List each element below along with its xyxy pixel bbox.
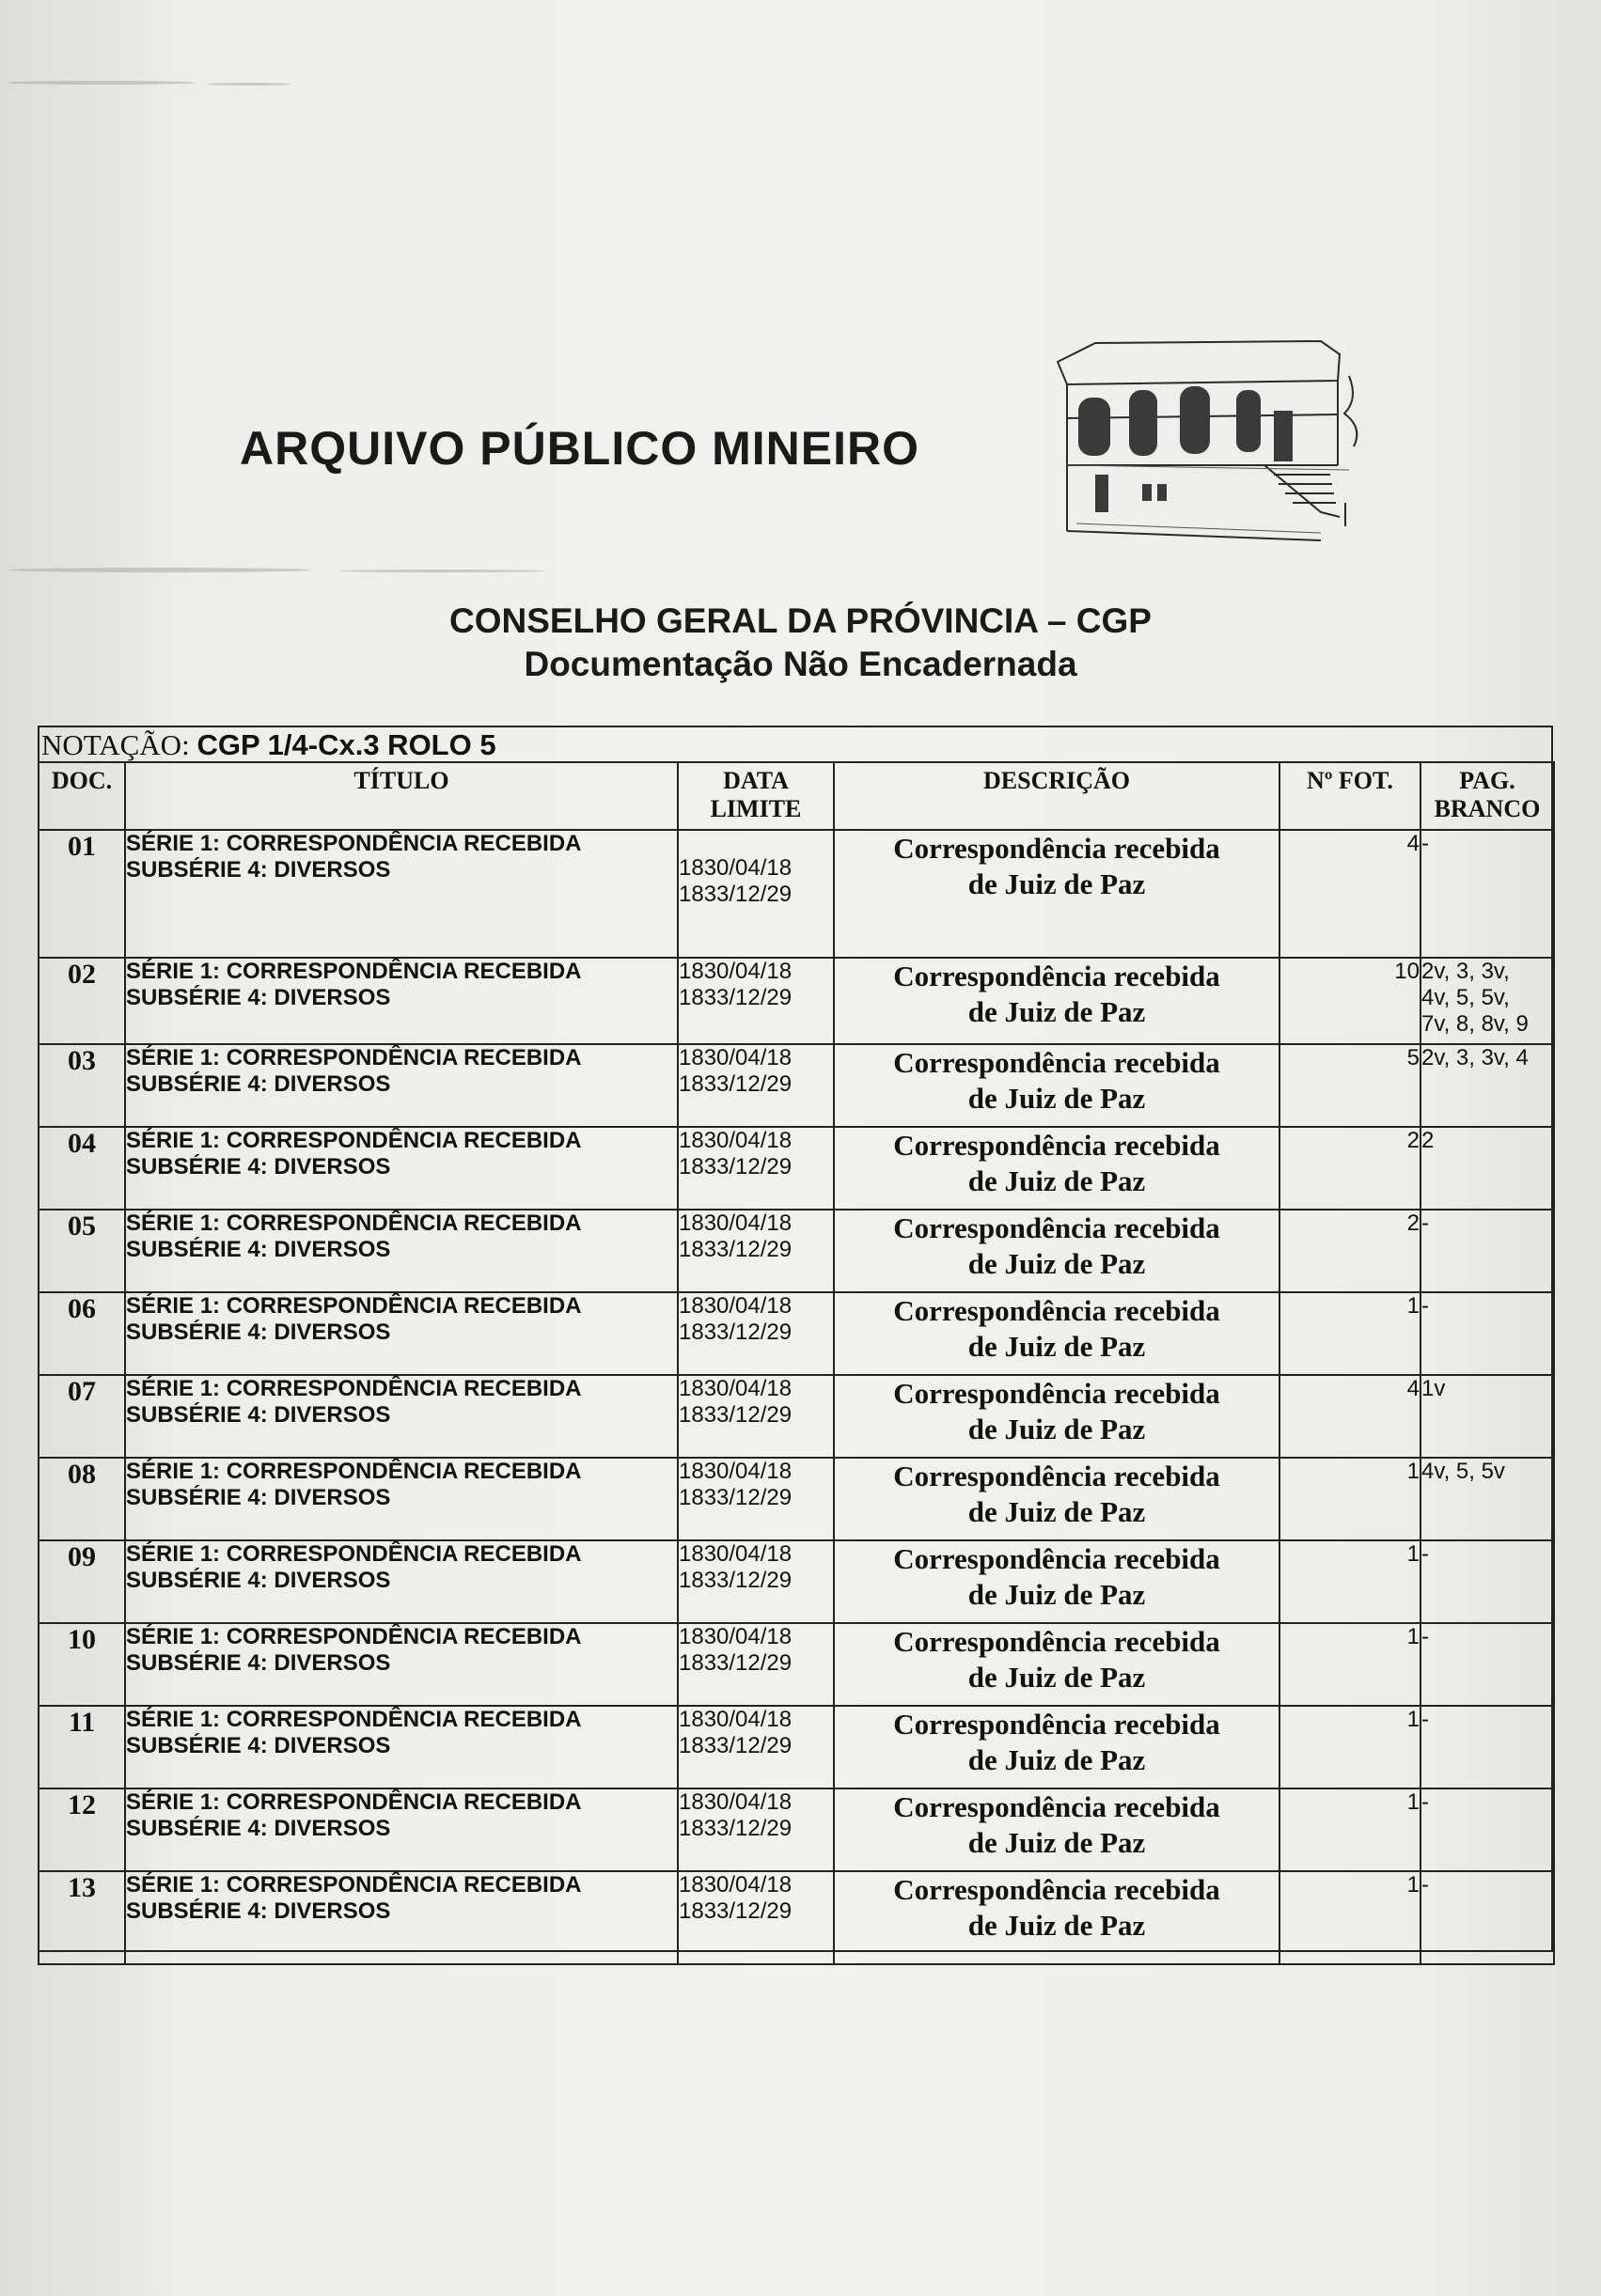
blank-pages-line-2: 4v, 5, 5v, bbox=[1421, 985, 1510, 1010]
table-row bbox=[39, 830, 1554, 958]
cell-doc bbox=[39, 1292, 125, 1375]
cell-titulo bbox=[125, 1871, 678, 1964]
col-header-pag-line1: PAG. bbox=[1459, 767, 1515, 794]
serie-text: SÉRIE 1: CORRESPONDÊNCIA RECEBIDA bbox=[126, 1045, 582, 1070]
table-row bbox=[39, 1706, 1554, 1788]
table-row bbox=[39, 958, 1554, 1044]
date-end: 1833/12/29 bbox=[679, 1898, 793, 1924]
date-end: 1833/12/29 bbox=[679, 1733, 793, 1758]
cell-data-limite bbox=[678, 958, 834, 1044]
photo-count: 1 bbox=[1406, 1707, 1420, 1732]
description-line-1: Correspondência recebida bbox=[893, 832, 1220, 865]
date-end: 1833/12/29 bbox=[679, 1568, 793, 1593]
table-row bbox=[39, 1292, 1554, 1375]
cell-doc bbox=[39, 1458, 125, 1540]
col-header-descricao-label: DESCRIÇÃO bbox=[982, 767, 1131, 794]
col-header-titulo bbox=[125, 762, 678, 830]
col-header-titulo-label: TÍTULO bbox=[353, 767, 449, 794]
description-line-2: de Juiz de Paz bbox=[967, 1247, 1146, 1280]
notation bbox=[41, 726, 496, 761]
records-table bbox=[38, 761, 1555, 1965]
col-header-fot bbox=[1279, 762, 1420, 830]
subserie-text: SUBSÉRIE 4: DIVERSOS bbox=[126, 1650, 391, 1676]
date-start: 1830/04/18 bbox=[679, 1624, 793, 1649]
serie-text: SÉRIE 1: CORRESPONDÊNCIA RECEBIDA bbox=[126, 1789, 582, 1815]
serie-text: SÉRIE 1: CORRESPONDÊNCIA RECEBIDA bbox=[126, 1624, 582, 1649]
cell-data-limite bbox=[678, 1044, 834, 1127]
date-end: 1833/12/29 bbox=[679, 1237, 793, 1262]
date-start: 1830/04/18 bbox=[679, 1128, 793, 1153]
doc-number: 10 bbox=[68, 1624, 96, 1655]
serie-text: SÉRIE 1: CORRESPONDÊNCIA RECEBIDA bbox=[126, 1376, 582, 1401]
scan-noise bbox=[207, 83, 291, 86]
serie-text: SÉRIE 1: CORRESPONDÊNCIA RECEBIDA bbox=[126, 1128, 582, 1153]
cell-fot bbox=[1279, 1044, 1420, 1127]
date-start: 1830/04/18 bbox=[679, 1210, 793, 1236]
date-end: 1833/12/29 bbox=[679, 1320, 793, 1345]
cell-doc bbox=[39, 1210, 125, 1292]
cell-data-limite bbox=[678, 1458, 834, 1540]
cell-fot bbox=[1279, 1623, 1420, 1706]
description-line-2: de Juiz de Paz bbox=[967, 1413, 1146, 1445]
cell-data-limite bbox=[678, 1375, 834, 1458]
cell-titulo bbox=[125, 1706, 678, 1788]
cell-doc bbox=[39, 830, 125, 958]
date-start: 1830/04/18 bbox=[679, 1707, 793, 1732]
photo-count: 1 bbox=[1406, 1293, 1420, 1319]
cell-pag-branco bbox=[1420, 1044, 1554, 1127]
subserie-text: SUBSÉRIE 4: DIVERSOS bbox=[126, 1154, 391, 1179]
cell-descricao bbox=[834, 1127, 1279, 1210]
cell-pag-branco bbox=[1420, 1788, 1554, 1871]
cell-fot bbox=[1279, 1540, 1420, 1623]
subserie-text: SUBSÉRIE 4: DIVERSOS bbox=[126, 1733, 391, 1758]
blank-pages-line-1: - bbox=[1421, 1789, 1429, 1815]
date-end: 1833/12/29 bbox=[679, 1816, 793, 1841]
cell-doc bbox=[39, 1044, 125, 1127]
cell-fot bbox=[1279, 1788, 1420, 1871]
blank-pages-line-1: 4v, 5, 5v bbox=[1421, 1459, 1505, 1484]
cell-fot bbox=[1279, 830, 1420, 958]
serie-text: SÉRIE 1: CORRESPONDÊNCIA RECEBIDA bbox=[126, 1541, 582, 1567]
cell-doc bbox=[39, 1871, 125, 1964]
date-end: 1833/12/29 bbox=[679, 1402, 793, 1428]
description-line-1: Correspondência recebida bbox=[893, 1211, 1220, 1244]
col-header-doc bbox=[39, 762, 125, 830]
blank-pages-line-1: - bbox=[1421, 1707, 1429, 1732]
cell-pag-branco bbox=[1420, 1292, 1554, 1375]
cell-data-limite bbox=[678, 1210, 834, 1292]
date-start: 1830/04/18 bbox=[679, 1541, 793, 1567]
description-line-2: de Juiz de Paz bbox=[967, 1826, 1146, 1859]
blank-pages-line-1: 2v, 3, 3v, bbox=[1421, 959, 1510, 984]
cell-data-limite bbox=[678, 1623, 834, 1706]
archive-name: ARQUIVO PÚBLICO MINEIRO bbox=[240, 422, 920, 475]
cell-fot bbox=[1279, 958, 1420, 1044]
serie-text: SÉRIE 1: CORRESPONDÊNCIA RECEBIDA bbox=[126, 831, 582, 856]
blank-pages-line-1: - bbox=[1421, 1872, 1429, 1898]
cell-pag-branco bbox=[1420, 1127, 1554, 1210]
cell-fot bbox=[1279, 1127, 1420, 1210]
cell-doc bbox=[39, 1127, 125, 1210]
collection-subtitle: Documentação Não Encadernada bbox=[524, 645, 1077, 683]
description-line-1: Correspondência recebida bbox=[893, 1873, 1220, 1906]
col-header-doc-label: DOC. bbox=[51, 767, 113, 794]
date-start: 1830/04/18 bbox=[679, 959, 793, 984]
subserie-text: SUBSÉRIE 4: DIVERSOS bbox=[126, 1816, 391, 1841]
description-line-1: Correspondência recebida bbox=[893, 1790, 1220, 1823]
cell-fot bbox=[1279, 1458, 1420, 1540]
cell-pag-branco bbox=[1420, 1706, 1554, 1788]
description-line-2: de Juiz de Paz bbox=[967, 1495, 1146, 1528]
date-end: 1833/12/29 bbox=[679, 1650, 793, 1676]
blank-pages-line-1: 2 bbox=[1421, 1128, 1435, 1153]
subserie-text: SUBSÉRIE 4: DIVERSOS bbox=[126, 985, 391, 1010]
subserie-text: SUBSÉRIE 4: DIVERSOS bbox=[126, 1898, 391, 1924]
description-line-1: Correspondência recebida bbox=[893, 1460, 1220, 1492]
date-start: 1830/04/18 bbox=[679, 1293, 793, 1319]
doc-number: 05 bbox=[68, 1210, 96, 1242]
date-end: 1833/12/29 bbox=[679, 882, 793, 907]
serie-text: SÉRIE 1: CORRESPONDÊNCIA RECEBIDA bbox=[126, 1707, 582, 1732]
cell-fot bbox=[1279, 1871, 1420, 1964]
blank-pages-line-3: 7v, 8, 8v, 9 bbox=[1421, 1011, 1529, 1037]
serie-text: SÉRIE 1: CORRESPONDÊNCIA RECEBIDA bbox=[126, 959, 582, 984]
cell-descricao bbox=[834, 1044, 1279, 1127]
cell-fot bbox=[1279, 1210, 1420, 1292]
doc-number: 02 bbox=[68, 959, 96, 990]
cell-pag-branco bbox=[1420, 1458, 1554, 1540]
serie-text: SÉRIE 1: CORRESPONDÊNCIA RECEBIDA bbox=[126, 1872, 582, 1898]
table-row bbox=[39, 1458, 1554, 1540]
subserie-text: SUBSÉRIE 4: DIVERSOS bbox=[126, 857, 391, 882]
date-end: 1833/12/29 bbox=[679, 1071, 793, 1097]
doc-number: 07 bbox=[68, 1376, 96, 1407]
cell-pag-branco bbox=[1420, 1623, 1554, 1706]
subserie-text: SUBSÉRIE 4: DIVERSOS bbox=[126, 1402, 391, 1428]
cell-data-limite bbox=[678, 830, 834, 958]
cell-titulo bbox=[125, 1540, 678, 1623]
building-illustration-icon bbox=[1039, 324, 1373, 554]
cell-titulo bbox=[125, 1210, 678, 1292]
scan-noise bbox=[8, 81, 196, 85]
photo-count: 4 bbox=[1406, 1376, 1420, 1401]
date-end: 1833/12/29 bbox=[679, 1154, 793, 1179]
table-row bbox=[39, 1540, 1554, 1623]
date-end: 1833/12/29 bbox=[679, 1485, 793, 1510]
col-header-data bbox=[678, 762, 834, 830]
doc-number: 11 bbox=[68, 1707, 96, 1738]
collection-title: CONSELHO GERAL DA PRÓVINCIA – CGP bbox=[449, 601, 1152, 640]
cell-titulo bbox=[125, 1375, 678, 1458]
cell-descricao bbox=[834, 830, 1279, 958]
cell-titulo bbox=[125, 1292, 678, 1375]
description-line-1: Correspondência recebida bbox=[893, 1129, 1220, 1162]
table-row bbox=[39, 1788, 1554, 1871]
date-start: 1830/04/18 bbox=[679, 1376, 793, 1401]
photo-count: 1 bbox=[1406, 1541, 1420, 1567]
cell-descricao bbox=[834, 1375, 1279, 1458]
cell-fot bbox=[1279, 1375, 1420, 1458]
doc-number: 13 bbox=[68, 1872, 96, 1903]
description-line-2: de Juiz de Paz bbox=[967, 1661, 1146, 1694]
blank-pages-line-1: - bbox=[1421, 1210, 1429, 1236]
doc-number: 06 bbox=[68, 1293, 96, 1324]
description-line-2: de Juiz de Paz bbox=[967, 1743, 1146, 1776]
blank-pages-line-1: - bbox=[1421, 1541, 1429, 1567]
table-row bbox=[39, 1871, 1554, 1964]
cell-doc bbox=[39, 1706, 125, 1788]
date-start: 1830/04/18 bbox=[679, 1789, 793, 1815]
cell-fot bbox=[1279, 1292, 1420, 1375]
table-row bbox=[39, 1210, 1554, 1292]
date-end: 1833/12/29 bbox=[679, 985, 793, 1010]
cell-descricao bbox=[834, 1540, 1279, 1623]
cell-descricao bbox=[834, 958, 1279, 1044]
photo-count: 1 bbox=[1406, 1789, 1420, 1815]
blank-pages-line-1: 1v bbox=[1421, 1376, 1446, 1401]
scan-noise bbox=[9, 568, 310, 572]
description-line-1: Correspondência recebida bbox=[893, 960, 1220, 992]
blank-pages-line-1: - bbox=[1421, 1293, 1429, 1319]
scan-noise bbox=[338, 570, 545, 572]
description-line-2: de Juiz de Paz bbox=[967, 1330, 1146, 1363]
cell-pag-branco bbox=[1420, 958, 1554, 1044]
photo-count: 1 bbox=[1406, 1459, 1420, 1484]
description-line-1: Correspondência recebida bbox=[893, 1377, 1220, 1410]
subserie-text: SUBSÉRIE 4: DIVERSOS bbox=[126, 1485, 391, 1510]
description-line-2: de Juiz de Paz bbox=[967, 1082, 1146, 1115]
cell-titulo bbox=[125, 958, 678, 1044]
cell-descricao bbox=[834, 1706, 1279, 1788]
cell-pag-branco bbox=[1420, 1871, 1554, 1964]
notation-label: NOTAÇÃO: bbox=[41, 728, 190, 761]
cell-doc bbox=[39, 1788, 125, 1871]
cell-descricao bbox=[834, 1871, 1279, 1964]
table-row bbox=[39, 1127, 1554, 1210]
serie-text: SÉRIE 1: CORRESPONDÊNCIA RECEBIDA bbox=[126, 1459, 582, 1484]
photo-count: 5 bbox=[1406, 1045, 1420, 1070]
cell-pag-branco bbox=[1420, 1540, 1554, 1623]
cell-titulo bbox=[125, 1623, 678, 1706]
serie-text: SÉRIE 1: CORRESPONDÊNCIA RECEBIDA bbox=[126, 1210, 582, 1236]
cell-doc bbox=[39, 1375, 125, 1458]
cell-data-limite bbox=[678, 1292, 834, 1375]
subserie-text: SUBSÉRIE 4: DIVERSOS bbox=[126, 1568, 391, 1593]
subserie-text: SUBSÉRIE 4: DIVERSOS bbox=[126, 1320, 391, 1345]
cell-data-limite bbox=[678, 1127, 834, 1210]
cell-titulo bbox=[125, 1458, 678, 1540]
photo-count: 10 bbox=[1394, 959, 1420, 984]
cell-doc bbox=[39, 1623, 125, 1706]
cell-data-limite bbox=[678, 1706, 834, 1788]
date-start: 1830/04/18 bbox=[679, 1872, 793, 1898]
subserie-text: SUBSÉRIE 4: DIVERSOS bbox=[126, 1071, 391, 1097]
date-start: 1830/04/18 bbox=[679, 855, 793, 881]
col-header-pag bbox=[1420, 762, 1554, 830]
photo-count: 4 bbox=[1406, 831, 1420, 856]
serie-text: SÉRIE 1: CORRESPONDÊNCIA RECEBIDA bbox=[126, 1293, 582, 1319]
description-line-2: de Juiz de Paz bbox=[967, 867, 1146, 900]
date-start: 1830/04/18 bbox=[679, 1459, 793, 1484]
cell-pag-branco bbox=[1420, 830, 1554, 958]
subserie-text: SUBSÉRIE 4: DIVERSOS bbox=[126, 1237, 391, 1262]
cell-descricao bbox=[834, 1788, 1279, 1871]
photo-count: 2 bbox=[1406, 1210, 1420, 1236]
col-header-data-line1: DATA bbox=[723, 767, 789, 794]
photo-count: 1 bbox=[1406, 1624, 1420, 1649]
col-header-descricao bbox=[834, 762, 1279, 830]
blank-pages-line-1: - bbox=[1421, 831, 1429, 856]
col-header-pag-line2: BRANCO bbox=[1434, 795, 1541, 822]
cell-titulo bbox=[125, 1788, 678, 1871]
header-row bbox=[39, 762, 1554, 830]
collection-heading bbox=[0, 600, 1601, 686]
description-line-2: de Juiz de Paz bbox=[967, 1578, 1146, 1611]
blank-pages-line-1: - bbox=[1421, 1624, 1429, 1649]
cell-titulo bbox=[125, 830, 678, 958]
description-line-2: de Juiz de Paz bbox=[967, 995, 1146, 1028]
description-line-1: Correspondência recebida bbox=[893, 1294, 1220, 1327]
cell-titulo bbox=[125, 1127, 678, 1210]
table-row bbox=[39, 1623, 1554, 1706]
cell-doc bbox=[39, 958, 125, 1044]
doc-number: 08 bbox=[68, 1459, 96, 1490]
description-line-1: Correspondência recebida bbox=[893, 1625, 1220, 1658]
cell-data-limite bbox=[678, 1540, 834, 1623]
table-row bbox=[39, 1375, 1554, 1458]
cell-pag-branco bbox=[1420, 1210, 1554, 1292]
col-header-fot-label: Nº FOT. bbox=[1307, 767, 1393, 794]
notation-value: CGP 1/4-Cx.3 ROLO 5 bbox=[196, 728, 496, 761]
doc-number: 12 bbox=[68, 1789, 96, 1820]
table-row bbox=[39, 1044, 1554, 1127]
cell-fot bbox=[1279, 1706, 1420, 1788]
cell-descricao bbox=[834, 1623, 1279, 1706]
cell-descricao bbox=[834, 1292, 1279, 1375]
description-line-2: de Juiz de Paz bbox=[967, 1909, 1146, 1942]
date-start: 1830/04/18 bbox=[679, 1045, 793, 1070]
photo-count: 2 bbox=[1406, 1128, 1420, 1153]
doc-number: 09 bbox=[68, 1541, 96, 1572]
col-header-data-line2: LIMITE bbox=[710, 795, 802, 822]
description-line-2: de Juiz de Paz bbox=[967, 1164, 1146, 1197]
description-line-1: Correspondência recebida bbox=[893, 1542, 1220, 1575]
cell-descricao bbox=[834, 1458, 1279, 1540]
cell-data-limite bbox=[678, 1788, 834, 1871]
cell-titulo bbox=[125, 1044, 678, 1127]
cell-doc bbox=[39, 1540, 125, 1623]
cell-pag-branco bbox=[1420, 1375, 1554, 1458]
doc-number: 03 bbox=[68, 1045, 96, 1076]
blank-pages-line-1: 2v, 3, 3v, 4 bbox=[1421, 1045, 1529, 1070]
description-line-1: Correspondência recebida bbox=[893, 1046, 1220, 1079]
cell-descricao bbox=[834, 1210, 1279, 1292]
photo-count: 1 bbox=[1406, 1872, 1420, 1898]
description-line-1: Correspondência recebida bbox=[893, 1708, 1220, 1741]
doc-number: 01 bbox=[68, 831, 96, 862]
doc-number: 04 bbox=[68, 1128, 96, 1159]
cell-data-limite bbox=[678, 1871, 834, 1964]
